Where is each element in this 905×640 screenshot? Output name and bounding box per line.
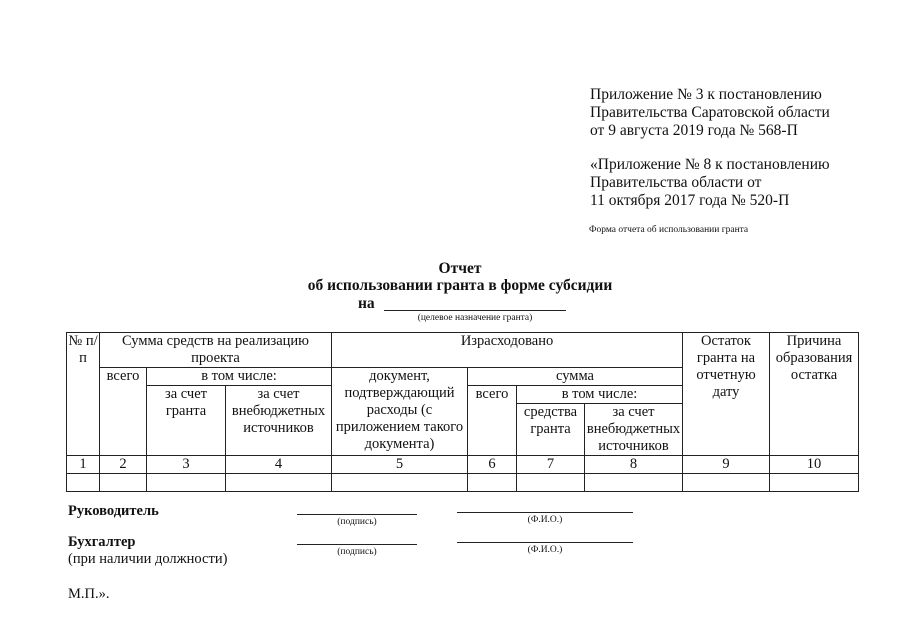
purpose-fill-line[interactable] (384, 310, 566, 311)
accountant-note: (при наличии должности) (68, 551, 228, 567)
report-title: Отчет (438, 260, 482, 277)
header-reason: Причина образования остатка (770, 333, 859, 456)
appendix-line: Правительства области от (590, 174, 762, 191)
blank-cell[interactable] (332, 474, 468, 492)
column-number: 10 (770, 456, 859, 474)
accountant-signature-line[interactable] (297, 544, 417, 545)
accountant-label: Бухгалтер (68, 534, 136, 550)
appendix-line: Правительства Саратовской области (590, 104, 830, 121)
header-sum-project: Сумма средств на реализацию проекта (100, 333, 332, 368)
column-number: 3 (147, 456, 226, 474)
header-spent: Израсходовано (332, 333, 683, 368)
header-num: № п/п (67, 333, 100, 456)
blank-cell[interactable] (468, 474, 517, 492)
blank-cell[interactable] (770, 474, 859, 492)
header-total: всего (100, 368, 147, 456)
column-number: 9 (683, 456, 770, 474)
appendix-line: «Приложение № 8 к постановлению (590, 156, 830, 173)
column-number: 7 (517, 456, 585, 474)
head-name-line[interactable] (457, 512, 633, 513)
column-number: 6 (468, 456, 517, 474)
blank-cell[interactable] (585, 474, 683, 492)
purpose-caption: (целевое назначение гранта) (417, 313, 533, 323)
na-label: на (358, 295, 375, 312)
blank-cell[interactable] (226, 474, 332, 492)
header-document: документ, подтверждающий расходы (с приложением такого документа) (332, 368, 468, 456)
report-subtitle: об использовании гранта в форме субсидии (307, 277, 613, 294)
column-number: 4 (226, 456, 332, 474)
column-number: 1 (67, 456, 100, 474)
head-signature-caption: (подпись) (337, 517, 377, 527)
table-row (67, 474, 859, 492)
blank-cell[interactable] (517, 474, 585, 492)
header-spent-total: всего (468, 386, 517, 456)
stamp-label: М.П.». (68, 586, 110, 602)
header-sum: сумма (468, 368, 683, 386)
accountant-name-caption: (Ф.И.О.) (527, 545, 563, 555)
column-number: 2 (100, 456, 147, 474)
appendix-block (590, 86, 830, 210)
header-remainder: Остаток гранта на отчетную дату (683, 333, 770, 456)
blank-cell[interactable] (683, 474, 770, 492)
head-label: Руководитель (68, 503, 159, 519)
appendix-line: 11 октября 2017 года № 520-П (590, 192, 790, 209)
blank-cell[interactable] (67, 474, 100, 492)
blank-cell[interactable] (100, 474, 147, 492)
accountant-signature-caption: (подпись) (337, 547, 377, 557)
header-spent-grant: средства гранта (517, 404, 585, 456)
blank-cell[interactable] (147, 474, 226, 492)
header-extra-funds: за счет внебюджетных источников (226, 386, 332, 456)
head-name-caption: (Ф.И.О.) (527, 515, 563, 525)
header-grant-funds: за счет гранта (147, 386, 226, 456)
column-number: 5 (332, 456, 468, 474)
appendix-line: Приложение № 3 к постановлению (590, 86, 822, 103)
head-signature-line[interactable] (297, 514, 417, 515)
appendix-line: от 9 августа 2019 года № 568-П (590, 122, 798, 139)
column-number: 8 (585, 456, 683, 474)
report-table (66, 332, 859, 492)
header-spent-incl: в том числе: (517, 386, 683, 404)
header-incl: в том числе: (147, 368, 332, 386)
accountant-name-line[interactable] (457, 542, 633, 543)
form-note: Форма отчета об использовании гранта (589, 225, 749, 235)
column-number-row (67, 456, 859, 474)
header-spent-extra: за счет внебюджетных источников (585, 404, 683, 456)
